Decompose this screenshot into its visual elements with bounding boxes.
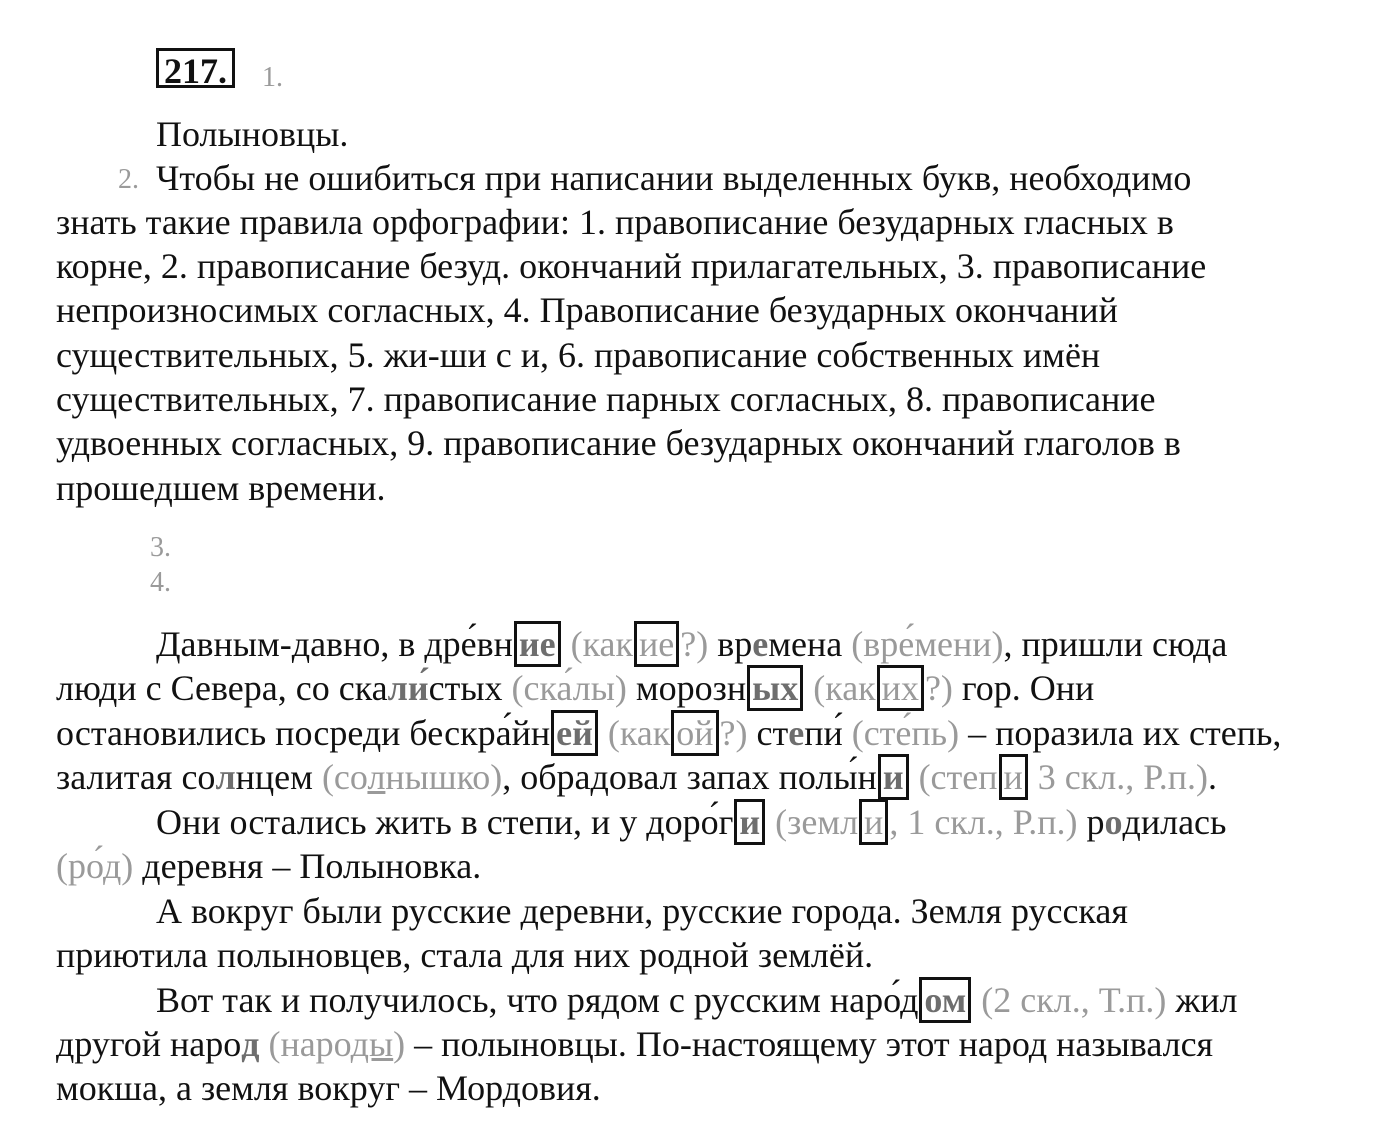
text-line-8: приютила полыновцев, стала для них родной землёй. [56,935,874,975]
explanation-line-6: существительных, 7. правописание парных согласных, 8. правописание [56,379,1156,419]
text-line-3: остановились посреди бескра́йн ей (как ой ?) степи́ (сте́пь) – поразила их степь, [56,711,1281,755]
explanation-line-7: удвоенных согласных, 9. правописание безударных окончаний глаголов в [56,423,1181,463]
text-line-9: Вот так и получилось, что рядом с русским наро́д ом (2 скл., Т.п.) жил [156,978,1237,1022]
text-line-7: А вокруг были русские деревни, русские города. Земля русская [156,891,1128,931]
highlight-box: и [878,754,909,800]
text-title: Полыновцы. [156,114,349,154]
explanation-line-3: корне, 2. правописание безуд. окончаний прилагательных, 3. правописание [56,246,1207,286]
highlight-box: ей [551,710,598,756]
exercise-number: 217. [156,48,235,88]
highlight-box: и [999,754,1028,800]
text-line-6: (ро́д) деревня – Полыновка. [56,846,482,886]
explanation-line-2: знать такие правила орфографии: 1. правописание безударных гласных в [56,202,1174,242]
highlight-box: и [859,799,888,845]
text-line-2: люди с Севера, со скали́стых (ска́лы) морозн ых (как их ?) гор. Они [56,666,1094,710]
explanation-line-8: прошедшем времени. [56,468,386,508]
highlight-box: ых [747,665,803,711]
highlight-box: ой [671,710,718,756]
step-marker-4: 4. [150,567,171,598]
highlight-box: ие [634,621,679,667]
explanation-line-4: непроизносимых согласных, 4. Правописание безударных окончаний [56,290,1118,330]
text-line-11: мокша, а земля вокруг – Мордовия. [56,1068,601,1108]
text-line-1: Давным-давно, в дре́вн ие (как ие ?) времена (вре́мени), пришли сюда [156,622,1227,666]
highlight-box: ом [919,977,971,1023]
text-line-10: другой народ (народы) – полыновцы. По-настоящему этот народ назывался [56,1024,1214,1064]
step-marker-3: 3. [150,532,171,563]
explanation-line-1: Чтобы не ошибиться при написании выделенных букв, необходимо [156,158,1192,198]
highlight-box: и [734,799,765,845]
step-marker-1: 1. [262,62,283,93]
highlight-box: ие [514,621,561,667]
explanation-line-5: существительных, 5. жи-ши с и, 6. правописание собственных имён [56,335,1101,375]
text-line-4: залитая солнцем (солнышко), обрадовал запах полы́н и (степ и 3 скл., Р.п.). [56,755,1217,799]
step-marker-2: 2. [118,164,139,195]
highlight-box: их [877,665,924,711]
text-line-5: Они остались жить в степи, и у доро́г и (земл и , 1 скл., Р.п.) родилась [156,800,1226,844]
